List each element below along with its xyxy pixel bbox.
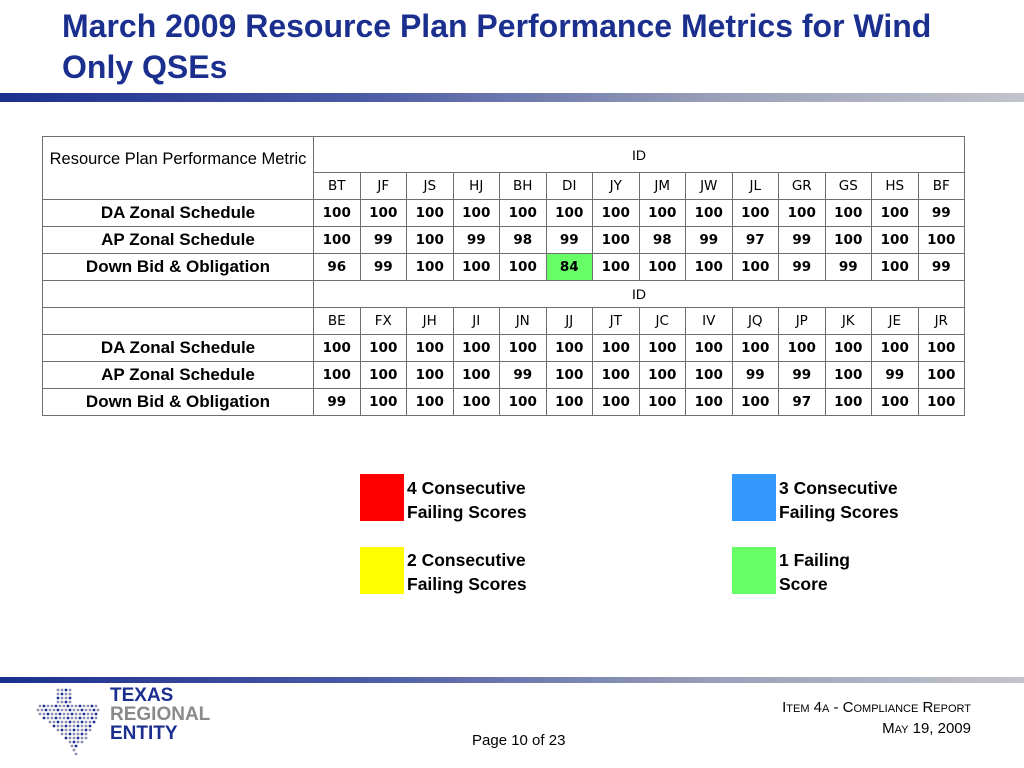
logo-dot (85, 729, 88, 732)
title-divider-bar (0, 93, 1024, 102)
logo-dot (81, 737, 84, 740)
logo-dot (43, 717, 46, 720)
logo-dot (65, 725, 68, 728)
id-code: BF (918, 173, 965, 200)
logo-line: ENTITY (110, 723, 178, 744)
logo-dot (69, 721, 72, 724)
score-cell: 100 (546, 362, 593, 389)
legend-label (407, 548, 567, 596)
texas-regional-entity-logo (30, 686, 230, 760)
logo-dot (45, 709, 48, 712)
logo-dot (73, 749, 76, 752)
logo-dot (85, 737, 88, 740)
score-cell: 100 (407, 254, 454, 281)
logo-dot (87, 717, 90, 720)
logo-line: TEXAS (110, 685, 174, 706)
logo-dot (61, 689, 64, 692)
logo-dot (67, 713, 70, 716)
footer-divider-bar (0, 677, 1024, 683)
logo-dot (89, 729, 92, 732)
logo-dot (57, 689, 60, 692)
id-code: JF (360, 173, 407, 200)
score-cell: 100 (360, 389, 407, 416)
score-cell: 99 (872, 362, 919, 389)
id-code: BE (314, 308, 361, 335)
table-row (43, 335, 965, 362)
score-cell: 100 (732, 200, 779, 227)
score-cell: 100 (360, 200, 407, 227)
score-cell: 100 (500, 254, 547, 281)
score-cell: 100 (500, 335, 547, 362)
logo-dot (69, 701, 72, 704)
logo-dot (63, 705, 66, 708)
score-cell: 100 (639, 389, 686, 416)
score-cell: 100 (453, 254, 500, 281)
score-cell: 100 (639, 254, 686, 281)
table-row (43, 200, 965, 227)
id-code: JL (732, 173, 779, 200)
logo-dot (73, 733, 76, 736)
logo-dot (65, 693, 68, 696)
score-cell: 100 (686, 362, 733, 389)
id-code: HJ (453, 173, 500, 200)
score-cell: 100 (686, 335, 733, 362)
logo-dot (65, 709, 68, 712)
score-cell: 99 (686, 227, 733, 254)
score-cell: 100 (360, 362, 407, 389)
logo-dot (89, 725, 92, 728)
empty-metric-cell (43, 308, 314, 335)
performance-metrics-table (42, 136, 965, 416)
score-cell: 100 (872, 227, 919, 254)
score-cell: 98 (639, 227, 686, 254)
logo-dot (73, 725, 76, 728)
score-cell: 100 (546, 389, 593, 416)
legend-label-line: Failing Scores (407, 502, 527, 522)
logo-dot (77, 741, 80, 744)
logo-dot (57, 729, 60, 732)
table-row (43, 227, 965, 254)
score-cell: 99 (360, 254, 407, 281)
legend-label-line: Failing Scores (779, 502, 899, 522)
logo-dot (91, 717, 94, 720)
logo-dot (69, 709, 72, 712)
score-cell: 100 (314, 200, 361, 227)
id-code: GS (825, 173, 872, 200)
score-cell: 100 (825, 227, 872, 254)
score-cell: 100 (639, 362, 686, 389)
score-cell: 100 (407, 227, 454, 254)
logo-dot (73, 721, 76, 724)
id-code: DI (546, 173, 593, 200)
logo-dot (49, 721, 52, 724)
score-cell: 100 (825, 362, 872, 389)
logo-dot (61, 709, 64, 712)
logo-dot (79, 717, 82, 720)
logo-dot (77, 721, 80, 724)
id-code: BH (500, 173, 547, 200)
score-cell: 98 (500, 227, 547, 254)
logo-dot (71, 713, 74, 716)
score-cell: 100 (500, 389, 547, 416)
score-cell: 99 (825, 254, 872, 281)
score-cell: 100 (686, 200, 733, 227)
logo-dot (87, 705, 90, 708)
logo-dot (65, 733, 68, 736)
logo-dot (67, 717, 70, 720)
score-cell: 100 (407, 335, 454, 362)
legend-label-line: Failing Scores (407, 574, 527, 594)
logo-dot (67, 705, 70, 708)
score-cell: 100 (593, 362, 640, 389)
score-cell: 100 (918, 389, 965, 416)
table-row (43, 389, 965, 416)
score-cell: 99 (500, 362, 547, 389)
logo-dot (83, 705, 86, 708)
logo-dot (77, 729, 80, 732)
logo-dot (81, 709, 84, 712)
logo-dot (59, 705, 62, 708)
id-code: HS (872, 173, 919, 200)
score-cell: 100 (453, 389, 500, 416)
texas-map-icon (30, 686, 108, 758)
legend-label (407, 476, 567, 524)
score-cell: 100 (918, 227, 965, 254)
logo-dot (61, 725, 64, 728)
logo-dot (85, 709, 88, 712)
logo-dot (41, 709, 44, 712)
score-cell: 100 (872, 254, 919, 281)
score-cell: 100 (500, 200, 547, 227)
metric-label: Down Bid & Obligation (43, 389, 314, 416)
logo-dot (39, 705, 42, 708)
id-code: JH (407, 308, 454, 335)
logo-dot (83, 713, 86, 716)
score-cell: 99 (779, 227, 826, 254)
score-cell: 100 (314, 362, 361, 389)
score-cell: 100 (872, 200, 919, 227)
logo-dot (53, 721, 56, 724)
logo-dot (39, 713, 42, 716)
logo-dot (49, 709, 52, 712)
id-code: JC (639, 308, 686, 335)
score-cell: 100 (639, 200, 686, 227)
empty-metric-cell (43, 281, 314, 308)
score-cell: 100 (453, 362, 500, 389)
logo-dot (61, 721, 64, 724)
logo-dot (55, 705, 58, 708)
logo-dot (97, 709, 100, 712)
logo-dot (57, 697, 60, 700)
score-cell: 100 (918, 335, 965, 362)
logo-dot (79, 705, 82, 708)
score-cell: 100 (686, 254, 733, 281)
logo-dot (81, 733, 84, 736)
logo-dot (73, 741, 76, 744)
id-code: JT (593, 308, 640, 335)
id-code: JP (779, 308, 826, 335)
id-code: JS (407, 173, 454, 200)
logo-dot (65, 701, 68, 704)
logo-dot (53, 725, 56, 728)
logo-dot (47, 717, 50, 720)
logo-dot (69, 733, 72, 736)
score-cell: 100 (918, 362, 965, 389)
logo-dot (61, 701, 64, 704)
legend-label-line: 1 Failing (779, 550, 850, 570)
logo-dot (85, 725, 88, 728)
logo-dot (65, 729, 68, 732)
score-cell: 100 (546, 200, 593, 227)
metric-label: DA Zonal Schedule (43, 200, 314, 227)
logo-dot (77, 725, 80, 728)
logo-line: REGIONAL (110, 704, 211, 725)
logo-dot (71, 705, 74, 708)
score-cell-one-failing: 84 (546, 254, 593, 281)
table-row (43, 362, 965, 389)
logo-dot (81, 725, 84, 728)
logo-dot (61, 729, 64, 732)
score-cell: 100 (593, 254, 640, 281)
logo-dot (53, 709, 56, 712)
logo-dot (81, 729, 84, 732)
logo-dot (51, 705, 54, 708)
score-cell: 100 (314, 227, 361, 254)
score-cell: 100 (825, 335, 872, 362)
logo-dot (93, 709, 96, 712)
logo-dot (91, 705, 94, 708)
logo-dot (95, 705, 98, 708)
legend-swatch-green (732, 547, 776, 594)
logo-dot (73, 729, 76, 732)
score-cell: 100 (314, 335, 361, 362)
logo-dot (69, 737, 72, 740)
logo-dot (61, 693, 64, 696)
logo-text (110, 686, 210, 743)
metric-label: DA Zonal Schedule (43, 335, 314, 362)
logo-dot (79, 713, 82, 716)
score-cell: 99 (732, 362, 779, 389)
score-cell: 99 (546, 227, 593, 254)
logo-dot (65, 737, 68, 740)
score-cell: 100 (453, 335, 500, 362)
score-cell: 99 (918, 254, 965, 281)
score-cell: 100 (593, 389, 640, 416)
logo-dot (65, 689, 68, 692)
score-cell: 100 (639, 335, 686, 362)
score-cell: 100 (453, 200, 500, 227)
logo-dot (71, 717, 74, 720)
page-number: Page 10 of 23 (472, 732, 566, 749)
id-code: JW (686, 173, 733, 200)
logo-dot (63, 717, 66, 720)
logo-dot (57, 693, 60, 696)
legend-label-line: 4 Consecutive (407, 478, 526, 498)
logo-dot (61, 733, 64, 736)
legend-swatch-yellow (360, 547, 404, 594)
score-cell: 99 (360, 227, 407, 254)
score-cell: 99 (779, 362, 826, 389)
score-cell: 97 (732, 227, 779, 254)
logo-dot (69, 725, 72, 728)
id-code: JM (639, 173, 686, 200)
table-header-row (43, 137, 965, 173)
id-code: JJ (546, 308, 593, 335)
logo-dot (55, 713, 58, 716)
logo-dot (57, 701, 60, 704)
logo-dot (81, 741, 84, 744)
logo-dot (73, 737, 76, 740)
logo-dot (89, 721, 92, 724)
logo-dot (43, 713, 46, 716)
logo-dot (55, 717, 58, 720)
logo-dot (91, 713, 94, 716)
logo-dot (47, 713, 50, 716)
id-header: ID (314, 281, 965, 308)
score-cell: 99 (453, 227, 500, 254)
logo-dot (81, 721, 84, 724)
score-cell: 100 (872, 389, 919, 416)
score-cell: 100 (593, 227, 640, 254)
logo-dot (71, 745, 74, 748)
logo-dot (65, 721, 68, 724)
logo-dot (43, 705, 46, 708)
logo-dot (77, 733, 80, 736)
logo-dot (75, 705, 78, 708)
logo-dot (51, 717, 54, 720)
table-row (43, 254, 965, 281)
logo-dot (69, 741, 72, 744)
logo-dot (87, 713, 90, 716)
logo-dot (59, 713, 62, 716)
metric-label: AP Zonal Schedule (43, 362, 314, 389)
id-code: JE (872, 308, 919, 335)
footer-report-info (782, 697, 971, 739)
metric-column-header: Resource Plan Performance Metric (43, 137, 314, 200)
logo-dot (73, 709, 76, 712)
score-cell: 97 (779, 389, 826, 416)
score-cell: 99 (314, 389, 361, 416)
id-code: BT (314, 173, 361, 200)
id-code: IV (686, 308, 733, 335)
score-cell: 100 (732, 335, 779, 362)
report-name: Item 4a - Compliance Report (782, 699, 971, 716)
logo-dot (69, 697, 72, 700)
score-cell: 100 (872, 335, 919, 362)
legend-label-line: Score (779, 574, 828, 594)
legend-label-line: 3 Consecutive (779, 478, 898, 498)
id-code: JR (918, 308, 965, 335)
id-code: JY (593, 173, 640, 200)
score-cell: 96 (314, 254, 361, 281)
report-date: May 19, 2009 (882, 720, 971, 737)
logo-dot (37, 709, 40, 712)
slide-title: March 2009 Resource Plan Performance Metrics for Wind Only QSEs (62, 8, 932, 85)
logo-dot (83, 717, 86, 720)
logo-dot (77, 737, 80, 740)
score-cell: 100 (407, 200, 454, 227)
logo-dot (95, 717, 98, 720)
logo-dot (65, 697, 68, 700)
logo-dot (61, 697, 64, 700)
logo-dot (75, 753, 78, 756)
table-header-row (43, 281, 965, 308)
legend-swatch-blue (732, 474, 776, 521)
legend-label (779, 548, 939, 596)
logo-dot (75, 713, 78, 716)
logo-dot (85, 733, 88, 736)
score-cell: 100 (732, 254, 779, 281)
score-cell: 100 (686, 389, 733, 416)
logo-dot (89, 709, 92, 712)
score-cell: 100 (825, 200, 872, 227)
score-cell: 99 (779, 254, 826, 281)
id-code: JK (825, 308, 872, 335)
score-cell: 100 (593, 335, 640, 362)
id-header: ID (314, 137, 965, 173)
legend-label-line: 2 Consecutive (407, 550, 526, 570)
logo-dot (85, 721, 88, 724)
score-cell: 100 (593, 200, 640, 227)
logo-dot (57, 721, 60, 724)
logo-dot (95, 713, 98, 716)
id-code-row (43, 308, 965, 335)
logo-dot (69, 729, 72, 732)
logo-dot (69, 693, 72, 696)
logo-dot (57, 709, 60, 712)
logo-dot (63, 713, 66, 716)
logo-dot (75, 717, 78, 720)
score-cell: 100 (546, 335, 593, 362)
logo-dot (51, 713, 54, 716)
score-cell: 100 (407, 362, 454, 389)
logo-dot (77, 709, 80, 712)
logo-dot (75, 745, 78, 748)
logo-dot (59, 717, 62, 720)
score-cell: 100 (779, 335, 826, 362)
score-cell: 100 (360, 335, 407, 362)
logo-dot (93, 721, 96, 724)
score-cell: 100 (732, 389, 779, 416)
id-code: JI (453, 308, 500, 335)
id-code: GR (779, 173, 826, 200)
score-cell: 100 (779, 200, 826, 227)
id-code: JN (500, 308, 547, 335)
score-cell: 100 (825, 389, 872, 416)
legend-swatch-red (360, 474, 404, 521)
score-cell: 100 (407, 389, 454, 416)
metric-label: AP Zonal Schedule (43, 227, 314, 254)
logo-dot (47, 705, 50, 708)
score-cell: 99 (918, 200, 965, 227)
logo-dot (69, 689, 72, 692)
id-code: FX (360, 308, 407, 335)
legend-label (779, 476, 939, 524)
metric-label: Down Bid & Obligation (43, 254, 314, 281)
id-code: JQ (732, 308, 779, 335)
logo-dot (57, 725, 60, 728)
